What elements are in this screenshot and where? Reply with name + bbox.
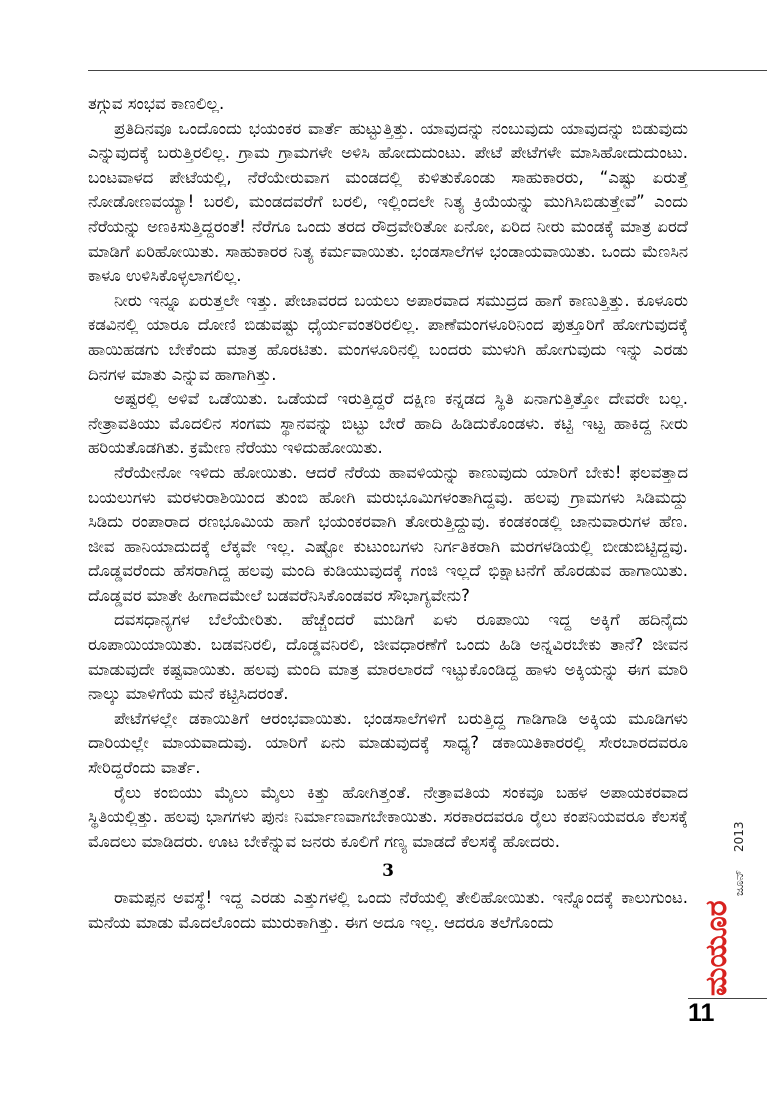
issue-year: 2013	[732, 821, 746, 852]
paragraph: ದವಸಧಾನ್ಯಗಳ ಬೆಲೆಯೇರಿತು. ಹೆಚ್ಚೆಂದರೆ ಮುಡಿಗೆ ಏಳು ರೂಪಾಯಿ ಇದ್ದ ಅಕ್ಕಿಗೆ ಹದಿನೈದು ರೂಪಾಯಿಯಾಯಿತು. ಬಡವನಿರಲಿ, ದೊಡ್ಡವನಿರಲಿ, ಜೀವಧಾರಣೆಗೆ ಒಂದು ಹಿಡಿ ಅನ್ನವಿರಬೇಕು ತಾನೆ? ಜೀವನ ಮಾಡುವುದೇ ಕಷ್ಟವಾಯಿತು. ಹಲವು ಮಂದಿ ಮಾತ್ರ ಮಾರಲಾರದೆ ಇಟ್ಟುಕೊಂಡಿದ್ದ ಹಾಳು ಅಕ್ಕಿಯನ್ನು ಈಗ ಮಾರಿ ನಾಲ್ಕು ಮಾಳಿಗೆಯ ಮನೆ ಕಟ್ಟಿಸಿದರಂತೆ.	[88, 610, 688, 704]
paragraph-list	[88, 92, 688, 854]
page-number: 11	[688, 999, 715, 1027]
masthead-logo: ಮಯೂರ	[699, 900, 734, 996]
paragraph: ತಗ್ಗುವ ಸಂಭವ ಕಾಣಲಿಲ್ಲ.	[88, 94, 225, 113]
paragraph: ಅಷ್ಟರಲ್ಲಿ ಅಳಿವೆ ಒಡೆಯಿತು. ಒಡೆಯದೆ ಇರುತ್ತಿದ್ದರೆ ದಕ್ಷಿಣ ಕನ್ನಡದ ಸ್ಥಿತಿ ಏನಾಗುತ್ತಿತ್ತೋ ದೇವರೇ ಬಲ್ಲ. ನೇತ್ರಾವತಿಯು ಮೊದಲಿನ ಸಂಗಮ ಸ್ಥಾನವನ್ನು ಬಿಟ್ಟು ಬೇರೆ ಹಾದಿ ಹಿಡಿದುಕೊಂಡಳು. ಕಟ್ಟಿ ಇಟ್ಟ ಹಾಕಿದ್ದ ನೀರು ಹರಿಯತೊಡಗಿತು. ಕ್ರಮೇಣ ನೆರೆಯು ಇಳಿದುಹೋಯಿತು.	[88, 389, 688, 458]
closing-paragraph: ರಾಮಪ್ಪನ ಅವಸ್ಥೆ! ಇದ್ದ ಎರಡು ಎತ್ತುಗಳಲ್ಲಿ ಒಂದು ನೆರೆಯಲ್ಲಿ ತೇಲಿಹೋಯಿತು. ಇನ್ನೊಂದಕ್ಕೆ ಕಾಲುಗುಂಟ. ಮನೆಯ ಮಾಡು ಮೊದಲೊಂದು ಮುರುಕಾಗಿತ್ತು. ಈಗ ಅದೂ ಇಲ್ಲ. ಆದರೂ ತಲೆಗೊಂದು	[88, 888, 688, 932]
article-text	[88, 92, 688, 936]
paragraph: ನೆರೆಯೇನೋ ಇಳಿದು ಹೋಯಿತು. ಆದರೆ ನೆರೆಯ ಹಾವಳಿಯನ್ನು ಕಾಣುವುದು ಯಾರಿಗೆ ಬೇಕು! ಫಲವತ್ತಾದ ಬಯಲುಗಳು ಮರಳುರಾಶಿಯಿಂದ ತುಂಬಿ ಹೋಗಿ ಮರುಭೂಮಿಗಳಂತಾಗಿದ್ದವು. ಹಲವು ಗ್ರಾಮಗಳು ಸಿಡಿಮದ್ದು ಸಿಡಿದು ರಂಪಾರಾದ ರಣಭೂಮಿಯ ಹಾಗೆ ಭಯಂಕರವಾಗಿ ತೋರುತ್ತಿದ್ದುವು. ಕಂಡಕಂಡಲ್ಲಿ ಜಾನುವಾರುಗಳ ಹೆಣ. ಜೀವ ಹಾನಿಯಾದುದಕ್ಕೆ ಲೆಕ್ಕವೇ ಇಲ್ಲ. ಎಷ್ಟೋ ಕುಟುಂಬಗಳು ನಿರ್ಗತಿಕರಾಗಿ ಮರಗಳಡಿಯಲ್ಲಿ ಬೀಡುಬಿಟ್ಟಿದ್ದವು. ದೊಡ್ಡವರೆಂದು ಹೆಸರಾಗಿದ್ದ ಹಲವು ಮಂದಿ ಕುಡಿಯುವುದಕ್ಕೆ ಗಂಜಿ ಇಲ್ಲದೆ ಭಿಕ್ಷಾಟನೆಗೆ ಹೊರಡುವ ಹಾಗಾಯಿತು. ದೊಡ್ಡವರ ಮಾತೇ ಹೀಗಾದಮೇಲೆ ಬಡವರೆನಿಸಿಕೊಂಡವರ ಸೌಭಾಗ್ಯವೇನು?	[88, 462, 688, 605]
paragraph: ನೀರು ಇನ್ನೂ ಏರುತ್ತಲೇ ಇತ್ತು. ಪೇಜಾವರದ ಬಯಲು ಅಪಾರವಾದ ಸಮುದ್ರದ ಹಾಗೆ ಕಾಣುತ್ತಿತ್ತು. ಕೂಳೂರು ಕಡವಿನಲ್ಲಿ ಯಾರೂ ದೋಣಿ ಬಿಡುವಷ್ಟು ಧೈರ್ಯವಂತರಿರಲಿಲ್ಲ. ಪಾಣೆಮಂಗಳೂರಿನಿಂದ ಪುತ್ತೂರಿಗೆ ಹೋಗುವುದಕ್ಕೆ ಹಾಯಿಹಡಗು ಬೇಕೆಂದು ಮಾತ್ರ ಹೊರಟಿತು. ಮಂಗಳೂರಿನಲ್ಲಿ ಬಂದರು ಮುಳುಗಿ ಹೋಗುವುದು ಇನ್ನು ಎರಡು ದಿನಗಳ ಮಾತು ಎನ್ನುವ ಹಾಗಾಗಿತ್ತು.	[88, 290, 688, 384]
section-number: 3	[382, 861, 394, 882]
paragraph: ಪೇಟೆಗಳಲ್ಲೇ ಡಕಾಯಿತಿಗೆ ಆರಂಭವಾಯಿತು. ಭಂಡಸಾಲೆಗಳಿಗೆ ಬರುತ್ತಿದ್ದ ಗಾಡಿಗಾಡಿ ಅಕ್ಕಿಯ ಮೂಡಿಗಳು ದಾರಿಯಲ್ಲೇ ಮಾಯವಾದುವು. ಯಾರಿಗೆ ಏನು ಮಾಡುವುದಕ್ಕೆ ಸಾಧ್ಯ? ಡಕಾಯಿತಿಕಾರರಲ್ಲಿ ಸೇರಬಾರದವರೂ ಸೇರಿದ್ದರೆಂದು ವಾರ್ತೆ.	[88, 708, 688, 778]
issue-month: ಜೂನ್	[732, 869, 746, 896]
paragraph: ರೈಲು ಕಂಬಿಯು ಮೈಲು ಮೈಲು ಕಿತ್ತು ಹೋಗಿತ್ತಂತೆ. ನೇತ್ರಾವತಿಯ ಸಂಕವೂ ಬಹಳ ಅಪಾಯಕರವಾದ ಸ್ಥಿತಿಯಲ್ಲಿತ್ತು. ಹಲವು ಭಾಗಗಳು ಪುನಃ ನಿರ್ಮಾಣವಾಗಬೇಕಾಯಿತು. ಸರಕಾರದವರೂ ರೈಲು ಕಂಪನಿಯವರೂ ಕೆಲಸಕ್ಕೆ ಮೊದಲು ಮಾಡಿದರು. ಊಟ ಬೇಕೆನ್ನುವ ಜನರು ಕೂಲಿಗೆ ಗಣ್ಯ ಮಾಡದೆ ಕೆಲಸಕ್ಕೆ ಹೋದರು.	[88, 782, 688, 851]
magazine-side-brand	[690, 800, 750, 1000]
top-rule	[88, 70, 767, 71]
paragraph: ಪ್ರತಿದಿನವೂ ಒಂದೊಂದು ಭಯಂಕರ ವಾರ್ತೆ ಹುಟ್ಟುತ್ತಿತ್ತು. ಯಾವುದನ್ನು ನಂಬುವುದು ಯಾವುದನ್ನು ಬಿಡುವುದು ಎನ್ನುವುದಕ್ಕೆ ಬರುತ್ತಿರಲಿಲ್ಲ. ಗ್ರಾಮ ಗ್ರಾಮಗಳೇ ಅಳಿಸಿ ಹೋದುದುಂಟು. ಪೇಟೆ ಪೇಟೆಗಳೇ ಮಾಸಿಹೋದುದುಂಟು. ಬಂಟವಾಳದ ಪೇಟೆಯಲ್ಲಿ, ನೆರೆಯೇರುವಾಗ ಮಂಡದಲ್ಲಿ ಕುಳಿತುಕೊಂಡು ಸಾಹುಕಾರರು, “ಎಷ್ಟು ಏರುತ್ತೆ ನೋಡೋಣವಯ್ಯಾ! ಬರಲಿ, ಮಂಡದವರೆಗೆ ಬರಲಿ, ಇಲ್ಲಿಂದಲೇ ನಿತ್ಯ ಕ್ರಿಯೆಯನ್ನು ಮುಗಿಸಿಬಿಡುತ್ತೇವೆ” ಎಂದು ನೆರೆಯನ್ನು ಅಣಕಿಸುತ್ತಿದ್ದರಂತೆ! ನೆರೆಗೂ ಒಂದು ತರದ ರೌದ್ರವೇರಿತೋ ಏನೋ, ಏರಿದ ನೀರು ಮಂಡಕ್ಕೆ ಮಾತ್ರ ಏರದೆ ಮಾಡಿಗೆ ಏರಿಹೋಯಿತು. ಸಾಹುಕಾರರ ನಿತ್ಯ ಕರ್ಮವಾಯಿತು. ಭಂಡಸಾಲೆಗಳ ಭಂಡಾಯವಾಯಿತು. ಒಂದು ಮೆಣಸಿನ ಕಾಳೂ ಉಳಿಸಿಕೊಳ್ಳಲಾಗಲಿಲ್ಲ.	[88, 118, 688, 286]
